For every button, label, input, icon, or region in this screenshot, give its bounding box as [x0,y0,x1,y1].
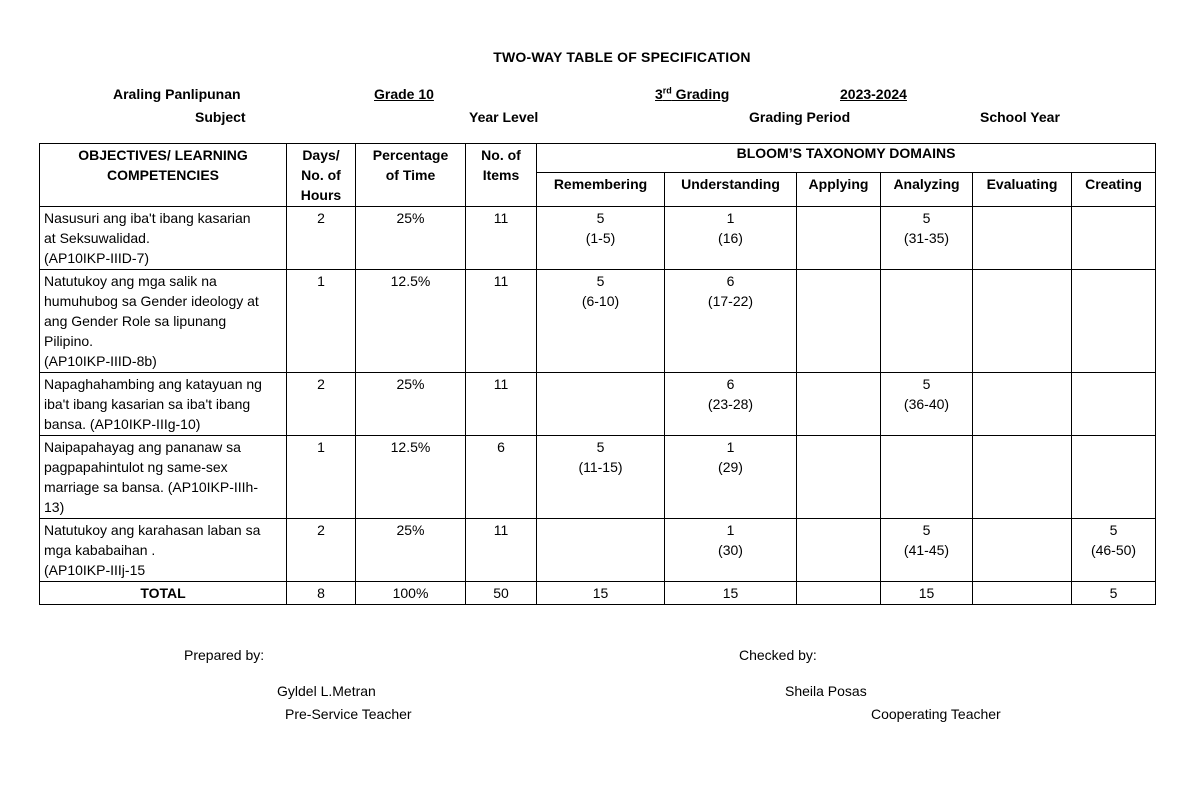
understanding-cell: 6 (23-28) [665,373,797,436]
domain-header: Applying [797,172,881,207]
header-row-1 [40,144,1156,173]
objective-cell: Napaghahambing ang katayuan ng iba't ibang kasarian sa iba't ibang bansa. (AP10IKP-IIIg-10) [40,373,287,436]
applying-cell [797,436,881,519]
applying-cell [797,270,881,373]
total-percentage: 100% [356,582,466,605]
days-cell: 2 [287,373,356,436]
days-header: Days/ No. of Hours [287,144,356,207]
evaluating-cell [973,519,1072,582]
creating-cell [1072,270,1156,373]
objective-cell: Natutukoy ang karahasan laban sa mga kababaihan . (AP10IKP-IIIj-15 [40,519,287,582]
total-understanding: 15 [665,582,797,605]
prepared-by-label: Prepared by: [184,647,265,663]
days-cell: 1 [287,270,356,373]
percentage-cell: 25% [356,519,466,582]
grading-suffix: rd [662,85,672,96]
creating-cell: 5 (46-50) [1072,519,1156,582]
items-cell: 11 [466,373,537,436]
checked-by-label: Checked by: [739,647,817,663]
objectives-header: OBJECTIVES/ LEARNING COMPETENCIES [40,144,287,207]
objective-cell: Naipapahayag ang pananaw sa pagpapahintulot ng same-sex marriage sa bansa. (AP10IKP-IIIh- 13) [40,436,287,519]
checked-by-name: Sheila Posas [785,683,867,699]
domain-header: Remembering [537,172,665,207]
items-header: No. of Items [466,144,537,207]
objective-cell: Nasusuri ang iba't ibang kasarian at Seksuwalidad. (AP10IKP-IIID-7) [40,207,287,270]
total-days: 8 [287,582,356,605]
year-level-label: Year Level [469,109,539,125]
document-title: TWO-WAY TABLE OF SPECIFICATION [493,49,751,65]
prepared-by-name: Gyldel L.Metran [277,683,376,699]
evaluating-cell [973,270,1072,373]
total-label: TOTAL [40,582,287,605]
days-cell: 2 [287,519,356,582]
objective-cell: Natutukoy ang mga salik na humuhubog sa Gender ideology at ang Gender Role sa lipunang Pilipino. (AP10IKP-IIID-8b) [40,270,287,373]
remembering-cell: 5 (11-15) [537,436,665,519]
percentage-cell: 12.5% [356,270,466,373]
items-cell: 6 [466,436,537,519]
days-cell: 2 [287,207,356,270]
school-year-label: School Year [980,109,1060,125]
analyzing-cell: 5 (41-45) [881,519,973,582]
grading-word: Grading [671,86,730,102]
applying-cell [797,519,881,582]
remembering-cell: 5 (1-5) [537,207,665,270]
table-row [40,207,1156,270]
evaluating-cell [973,436,1072,519]
evaluating-cell [973,207,1072,270]
creating-cell [1072,373,1156,436]
subject-label: Subject [195,109,246,125]
prepared-by-role: Pre-Service Teacher [285,706,412,722]
understanding-cell: 1 (29) [665,436,797,519]
grading-period-label: Grading Period [749,109,851,125]
applying-cell [797,207,881,270]
analyzing-cell [881,270,973,373]
subject-value: Araling Panlipunan [113,86,241,102]
year-level-value: Grade 10 [374,86,434,102]
remembering-cell: 5 (6-10) [537,270,665,373]
grading-ordinal: 3 [655,86,663,102]
items-cell: 11 [466,270,537,373]
total-row [40,582,1156,605]
items-cell: 11 [466,207,537,270]
evaluating-cell [973,373,1072,436]
understanding-cell: 1 (16) [665,207,797,270]
percentage-header: Percentage of Time [356,144,466,207]
total-creating: 5 [1072,582,1156,605]
total-evaluating [973,582,1072,605]
table-row [40,436,1156,519]
total-items: 50 [466,582,537,605]
understanding-cell: 1 (30) [665,519,797,582]
analyzing-cell: 5 (36-40) [881,373,973,436]
understanding-cell: 6 (17-22) [665,270,797,373]
analyzing-cell: 5 (31-35) [881,207,973,270]
percentage-cell: 12.5% [356,436,466,519]
domain-header: Creating [1072,172,1156,207]
percentage-cell: 25% [356,207,466,270]
domain-header: Evaluating [973,172,1072,207]
checked-by-role: Cooperating Teacher [871,706,1001,722]
total-remembering: 15 [537,582,665,605]
days-cell: 1 [287,436,356,519]
table-row [40,270,1156,373]
remembering-cell [537,373,665,436]
specification-table [39,143,1156,605]
school-year-value: 2023-2024 [840,86,907,102]
domain-header: Understanding [665,172,797,207]
percentage-cell: 25% [356,373,466,436]
remembering-cell [537,519,665,582]
creating-cell [1072,207,1156,270]
grading-period-value [655,86,729,102]
bloom-header: BLOOM’S TAXONOMY DOMAINS [537,144,1156,173]
domain-header: Analyzing [881,172,973,207]
items-cell: 11 [466,519,537,582]
table-row [40,519,1156,582]
total-applying [797,582,881,605]
applying-cell [797,373,881,436]
creating-cell [1072,436,1156,519]
table-row [40,373,1156,436]
analyzing-cell [881,436,973,519]
total-analyzing: 15 [881,582,973,605]
